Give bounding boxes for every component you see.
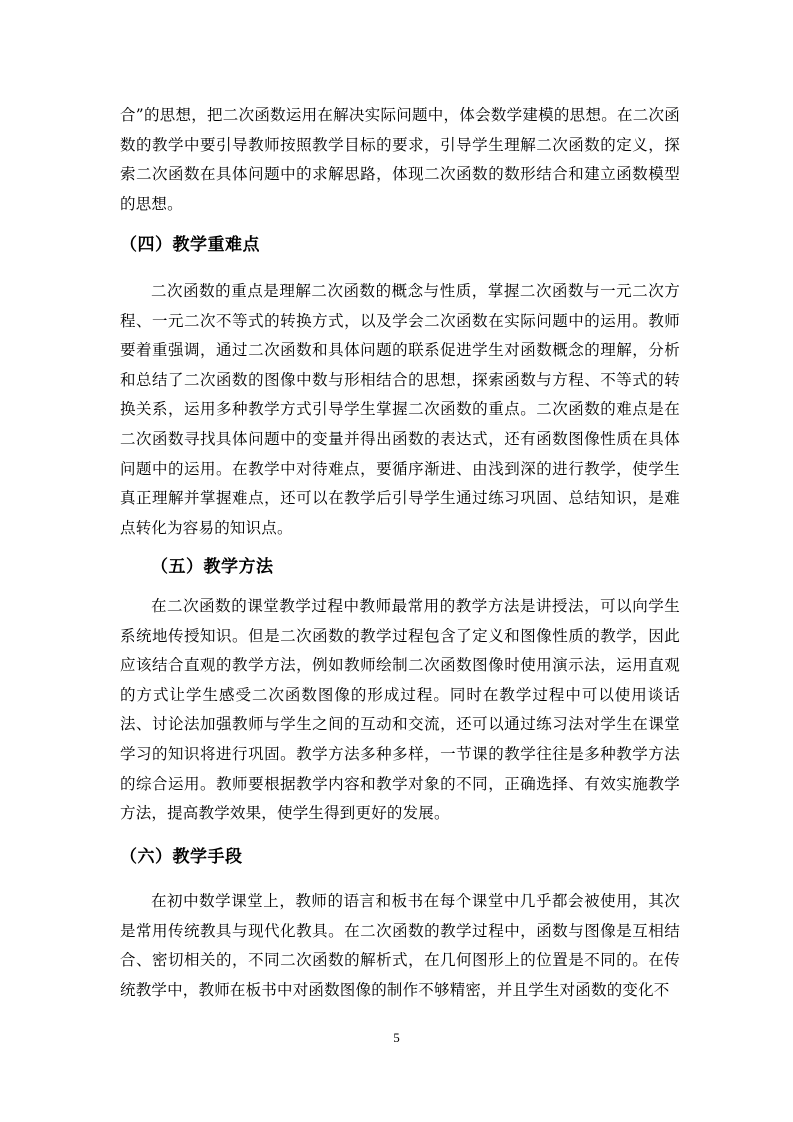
paragraph-key-difficulties: 二次函数的重点是理解二次函数的概念与性质，掌握二次函数与一元二次方程、一元二次不等式的转换方式，以及学会二次函数在实际问题中的运用。教师要着重强调，通过二次函数和具体问题的联系促进学生对函数概念的理解，分析和总结了二次函数的图像中数与形相结合的思想，探索函数与方程、不等式的转换关系，运用多种教学方式引导学生掌握二次函数的重点。二次函数的难点是在二次函数寻找具体问题中的变量并得出函数的表达式，还有函数图像性质在具体问题中的运用。在教学中对待难点，要循序渐进、由浅到深的进行教学，使学生真正理解并掌握难点，还可以在教学后引导学生通过练习巩固、总结知识，是难点转化为容易的知识点。 [120,282,680,537]
section-heading-teaching-means: （六）教学手段 [120,847,243,867]
section-heading-key-difficulties: （四）教学重难点 [120,235,260,255]
section-heading-teaching-methods: （五）教学方法 [151,557,274,577]
paragraph-teaching-methods: 在二次函数的课堂教学过程中教师最常用的教学方法是讲授法，可以向学生系统地传授知识。但是二次函数的教学过程包含了定义和图像性质的教学，因此应该结合直观的教学方法，例如教师绘制二次函数图像时使用演示法，运用直观的方式让学生感受二次函数图像的形成过程。同时在教学过程中可以使用谈话法、讨论法加强教师与学生之间的互动和交流，还可以通过练习法对学生在课堂学习的知识将进行巩固。教学方法多种多样，一节课的教学往往是多种教学方法的综合运用。教师要根据教学内容和教学对象的不同，正确选择、有效实施教学方法，提高教学效果，使学生得到更好的发展。 [120,597,680,823]
paragraph-teaching-means: 在初中数学课堂上，教师的语言和板书在每个课堂中几乎都会被使用，其次是常用传统教具与现代化教具。在二次函数的教学过程中，函数与图像是互相结合、密切相关的，不同二次函数的解析式，在几何图形上的位置是不同的。在传统教学中，教师在板书中对函数图像的制作不够精密，并且学生对函数的变化不 [120,892,680,999]
paragraph-teaching-goal-continuation: 合”的思想，把二次函数运用在解决实际问题中，体会数学建模的思想。在二次函数的教学中要引导教师按照教学目标的要求，引导学生理解二次函数的定义，探索二次函数在具体问题中的求解思路，体现二次函数的数形结合和建立函数模型的思想。 [120,106,680,213]
page-number: 5 [393,1030,400,1045]
